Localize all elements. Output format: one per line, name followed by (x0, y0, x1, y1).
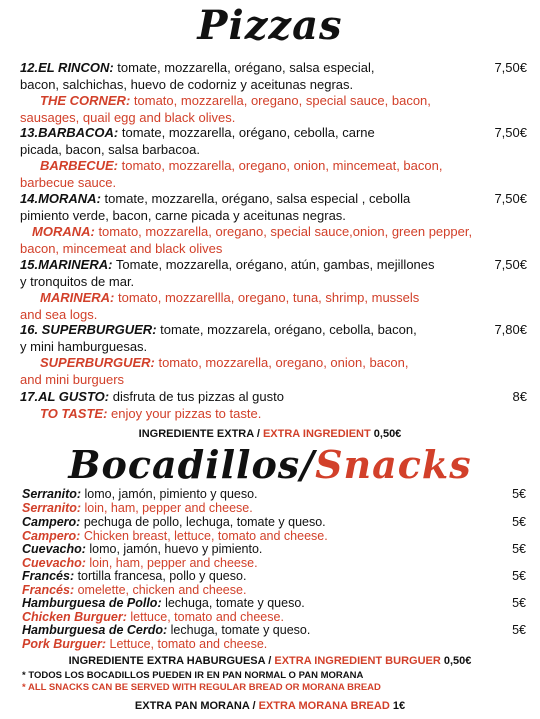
item-spanish (22, 542, 532, 556)
item-desc: lechuga, tomate y queso. (161, 596, 305, 610)
item-price: 8€ (512, 389, 527, 404)
item-name: Serranito: (22, 487, 82, 501)
bread-note-es: * TODOS LOS BOCADILLOS PUEDEN IR EN PAN NORMAL O PAN MORANA (22, 670, 364, 681)
item-spanish (20, 257, 535, 274)
item-spanish (22, 487, 532, 501)
item-name: 17.AL GUSTO: (20, 389, 110, 404)
item-name: Francés: (22, 569, 75, 583)
item-price: 7,50€ (494, 125, 527, 140)
snacks-title (0, 442, 540, 487)
item-english (22, 529, 532, 543)
menu-item-pizza (20, 322, 535, 388)
item-desc-line2: y mini hamburguesas. (20, 338, 148, 354)
item-desc: pechuga de pollo, lechuga, tomate y queso. (80, 515, 326, 529)
extra-ingredient-note (0, 428, 540, 440)
item-name: 14.MORANA: (20, 191, 101, 206)
item-spanish (20, 389, 535, 406)
item-desc-en: tomato, mozzarella, oregano, onion, bacon, (154, 355, 409, 370)
menu-item-snack (22, 596, 532, 624)
item-price: 5€ (512, 569, 526, 583)
extra-burger-ingredient-note (0, 655, 540, 667)
bread-note-en: * ALL SNACKS CAN BE SERVED WITH REGULAR BREAD OR MORANA BREAD (22, 682, 381, 693)
item-english (22, 637, 532, 651)
menu-item-snack (22, 569, 532, 597)
item-desc: lomo, jamón, pimiento y queso. (81, 487, 258, 501)
extra-label-es: INGREDIENTE EXTRA / (138, 428, 263, 440)
item-desc-en-line2: bacon, mincemeat and black olives (20, 240, 223, 256)
menu-item-pizza (20, 60, 535, 126)
item-name-en: Campero: (22, 529, 81, 543)
item-name: 13.BARBACOA: (20, 125, 119, 140)
item-desc: tomate, mozzarella, orégano, salsa especial, (113, 60, 375, 75)
item-english (22, 583, 532, 597)
item-price: 5€ (512, 623, 526, 637)
item-name-en: Pork Burguer: (22, 637, 107, 651)
item-name-en: TO TASTE: (40, 405, 108, 421)
item-spanish (20, 191, 535, 208)
item-desc-line2: picada, bacon, salsa barbacoa. (20, 141, 200, 157)
item-english (22, 556, 532, 570)
item-desc: tomate, mozzarella, orégano, salsa especial , cebolla (100, 191, 411, 206)
menu-item-snack (22, 542, 532, 570)
snacks-title-es: Bocadillos/ (68, 442, 316, 487)
item-name: 16. SUPERBURGUER: (20, 322, 157, 337)
item-desc-en-line2: and sea logs. (20, 306, 98, 322)
item-desc-en: tomato, mozzarella, oregano, onion, mincemeat, bacon, (118, 158, 443, 173)
item-desc-line2: bacon, salchichas, huevo de codorniz y aceitunas negras. (20, 76, 354, 92)
item-name: 15.MARINERA: (20, 257, 113, 272)
item-price: 5€ (512, 596, 526, 610)
item-desc: lechuga, tomate y queso. (167, 623, 311, 637)
bread-label-es: EXTRA PAN MORANA / (134, 700, 259, 712)
pizzas-title: Pizzas (197, 2, 343, 49)
item-english (20, 406, 535, 423)
item-desc-en: Chicken breast, lettuce, tomato and cheese. (80, 529, 328, 543)
menu-item-pizza (20, 389, 535, 422)
extra-price: 0,50€ (440, 655, 472, 667)
item-price: 5€ (512, 515, 526, 529)
item-desc-en: loin, ham, pepper and cheese. (81, 501, 253, 515)
item-name: 12.EL RINCON: (20, 60, 114, 75)
item-desc-line2: y tronquitos de mar. (20, 273, 135, 289)
item-price: 5€ (512, 542, 526, 556)
item-desc-en: loin, ham, pepper and cheese. (85, 556, 258, 570)
item-english (20, 158, 535, 175)
item-english (22, 610, 532, 624)
item-desc-en: tomato, mozzarella, oregano, special sauce, bacon, (130, 93, 431, 108)
item-desc-en: tomato, mozzarellla, oregano, tuna, shrimp, mussels (114, 290, 420, 305)
item-spanish (22, 623, 532, 637)
item-desc-line2: pimiento verde, bacon, carne picada y aceitunas negras. (20, 207, 346, 223)
item-name-en: Serranito: (22, 501, 82, 515)
item-spanish (20, 125, 535, 142)
item-name: Campero: (22, 515, 81, 529)
item-desc-en: tomato, mozzarella, oregano, special sauce,onion, green pepper, (94, 224, 473, 239)
extra-label-en: EXTRA INGREDIENT (262, 428, 371, 440)
extra-bread-note (0, 700, 540, 712)
item-desc-en-line2: and mini burguers (20, 371, 125, 387)
item-spanish (22, 515, 532, 529)
item-spanish (20, 60, 535, 77)
item-desc-en: omelette, chicken and cheese. (74, 583, 247, 597)
item-name-en: BARBECUE: (40, 158, 118, 173)
menu-item-snack (22, 487, 532, 515)
item-desc: Tomate, mozzarella, orégano, atún, gambas, mejillones (112, 257, 435, 272)
item-spanish (22, 596, 532, 610)
item-english (22, 501, 532, 515)
item-name: Hamburguesa de Cerdo: (22, 623, 168, 637)
item-desc: tomate, mozzarela, orégano, cebolla, bacon, (156, 322, 417, 337)
item-name-en: MORANA: (32, 224, 95, 239)
item-name-en: Chicken Burguer: (22, 610, 127, 624)
item-price: 7,50€ (494, 60, 527, 75)
item-english (20, 93, 535, 110)
item-desc-en: Lettuce, tomato and cheese. (106, 637, 268, 651)
menu-item-pizza (20, 257, 535, 323)
item-name-en: SUPERBURGUER: (40, 355, 155, 370)
item-desc: lomo, jamón, huevo y pimiento. (85, 542, 263, 556)
item-english (20, 224, 535, 241)
item-desc: disfruta de tus pizzas al gusto (109, 389, 284, 404)
item-desc: tomate, mozzarella, orégano, cebolla, carne (118, 125, 375, 140)
bread-label-en: EXTRA MORANA BREAD (258, 700, 390, 712)
item-desc-en-line2: sausages, quail egg and black olives. (20, 109, 236, 125)
item-desc: tortilla francesa, pollo y queso. (74, 569, 247, 583)
item-spanish (20, 322, 535, 339)
extra-label-en: EXTRA INGREDIENT BURGUER (274, 655, 441, 667)
snacks-title-en: Snacks (315, 442, 472, 487)
bread-price: 1€ (389, 700, 406, 712)
item-name-en: Francés: (22, 583, 75, 597)
item-desc-en: lettuce, tomato and cheese. (126, 610, 284, 624)
item-name: Cuevacho: (22, 542, 86, 556)
item-price: 5€ (512, 487, 526, 501)
item-name-en: Cuevacho: (22, 556, 86, 570)
item-spanish (22, 569, 532, 583)
item-name-en: MARINERA: (40, 290, 115, 305)
item-english (20, 355, 535, 372)
item-name: Hamburguesa de Pollo: (22, 596, 162, 610)
extra-price: 0,50€ (370, 428, 402, 440)
item-price: 7,50€ (494, 191, 527, 206)
item-name-en: THE CORNER: (40, 93, 131, 108)
menu-item-pizza (20, 125, 535, 191)
item-desc-en-line2: barbecue sauce. (20, 174, 117, 190)
item-english (20, 290, 535, 307)
item-price: 7,50€ (494, 257, 527, 272)
menu-item-pizza (20, 191, 535, 257)
item-desc-en: enjoy your pizzas to taste. (107, 405, 262, 421)
item-price: 7,80€ (494, 322, 527, 337)
menu-item-snack (22, 623, 532, 651)
menu-item-snack (22, 515, 532, 543)
extra-label-es: INGREDIENTE EXTRA HABURGUESA / (68, 655, 275, 667)
